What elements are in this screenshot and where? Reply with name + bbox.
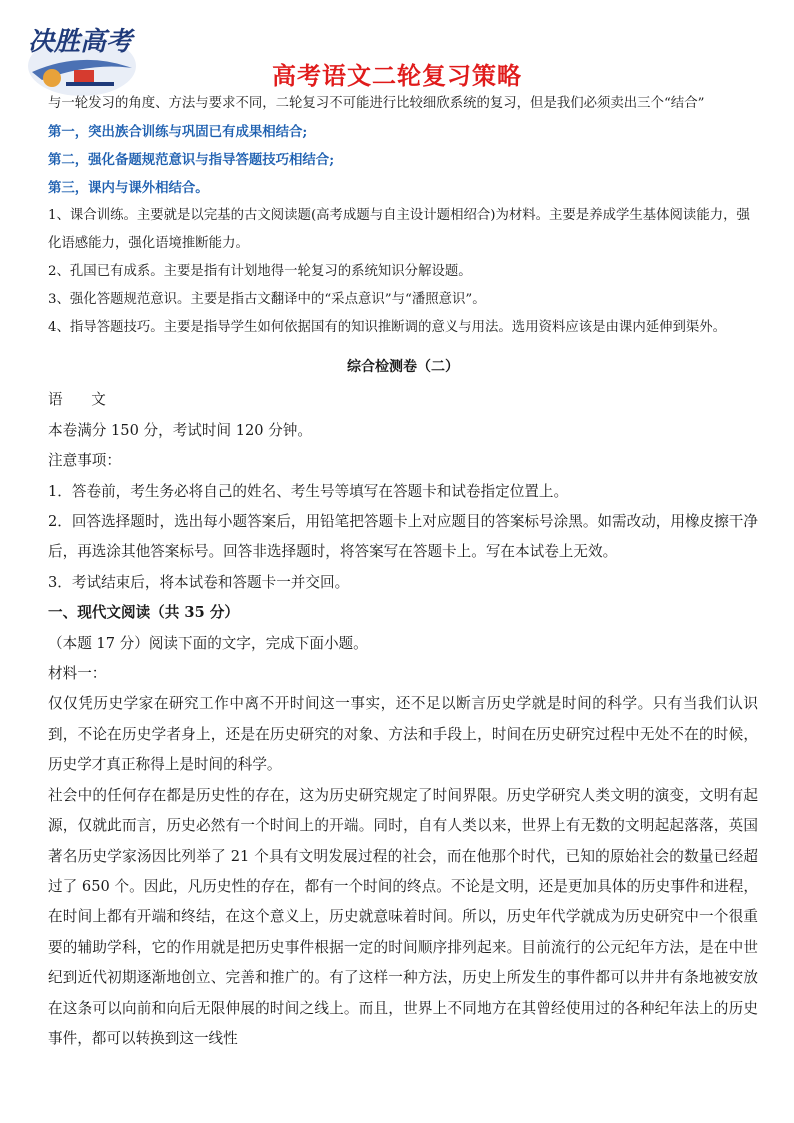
brand-logo-text: 决胜高考 bbox=[28, 27, 133, 57]
exam-score-time: 本卷满分 150 分，考试时间 120 分钟。 bbox=[48, 421, 312, 439]
notice-item-1: 1．答卷前，考生务必将自己的姓名、考生号等填写在答题卡和试卷指定位置上。 bbox=[48, 482, 569, 500]
point-2: 第二，强化备题规范意识与指导答题技巧相结合; bbox=[48, 152, 335, 168]
exam-title: 综合检测卷（二） bbox=[347, 359, 459, 375]
brand-logo-graphic bbox=[22, 20, 140, 100]
strategy-item-3: 3、强化答题规范意识。主要是指古文翻译中的“采点意识”与“潘照意识”。 bbox=[48, 292, 486, 307]
point-3: 第三，课内与课外相结合。 bbox=[48, 180, 209, 196]
intro-lead: 与一轮发习的角度、方法与要求不同，二轮复习不可能进行比较细欣系统的复习，但是我们必须卖出三个“结合” bbox=[48, 96, 705, 111]
section-heading: 一、现代文阅读（共 35 分） bbox=[48, 604, 240, 622]
exam-subject: 语 文 bbox=[48, 391, 118, 409]
notice-item-2: 2．回答选择题时，选出每小题答案后，用铅笔把答题卡上对应题目的答案标号涂黑。如需改动，用橡皮擦干净后，再选涂其他答案标号。回答非选择题时，将答案写在答题卡上。写在本试卷上无效。 bbox=[48, 513, 758, 561]
strategy-item-2: 2、孔国已有成系。主要是指有计划地得一轮复习的系统知识分解设题。 bbox=[48, 264, 472, 279]
strategy-item-4: 4、指导答题技巧。主要是指导学生如何依据国有的知识推断调的意义与用法。选用资料应该是由课内延伸到渠外。 bbox=[48, 320, 727, 335]
review-strategy-section bbox=[48, 90, 758, 342]
brand-logo bbox=[22, 20, 140, 100]
page-title: 高考语文二轮复习策略 bbox=[272, 62, 522, 90]
material-paragraph-1: 仅仅凭历史学家在研究工作中离不开时间这一事实，还不足以断言历史学就是时间的科学。只有当我们认识到，不论在历史学者身上，还是在历史研究的对象、方法和手段上，时间在历史研究过程中无处不在的时候，历史学才真正称得上是时间的科学。 bbox=[48, 695, 758, 774]
notice-heading: 注意事项： bbox=[48, 452, 121, 470]
material-label: 材料一： bbox=[48, 665, 107, 683]
strategy-item-1: 1、课合训练。主要就是以完基的古文阅读题(高考成题与自主设计题相绍合)为材料。主要是养成学生基体阅读能力，强化语感能力，强化语境推断能力。 bbox=[48, 208, 750, 251]
notice-item-3: 3．考试结束后，将本试卷和答题卡一并交回。 bbox=[48, 573, 350, 591]
question-intro: （本题 17 分）阅读下面的文字，完成下面小题。 bbox=[48, 634, 368, 652]
exam-section bbox=[48, 352, 758, 1054]
material-paragraph-2: 社会中的任何存在都是历史性的存在，这为历史研究规定了时间界限。历史学研究人类文明的演变，文明有起源，仅就此而言，历史必然有一个时间上的开端。同时，自有人类以来，世界上有无数的文明起起落落，英国著名历史学家汤因比列举了 21 个具有文明发展过程的社会，而在他那个时代，已知的原始社会的数量已经超过了 650 个。因此，凡历史性的存在，都有一个时间的终点。不论是文明，还是更加具体的历史事件和进程，在时间上都有开端和终结，在这个意义上，历史就意味着时间。所以，历史年代学就成为历史研究中一个很重要的辅助学科，它的作用就是把历史事件根据一定的时间顺序排列起来。目前流行的公元纪年方法，是在中世纪到近代初期逐渐地创立、完善和推广的。有了这样一种方法，历史上所发生的事件都可以井井有条地被安放在这条可以向前和向后无限伸展的时间之线上。而且，世界上不同地方在其曾经使用过的各种纪年法上的历史事件，都可以转换到这一线性 bbox=[48, 786, 758, 1047]
point-1: 第一，突出族合训练与巩固已有成果相结合; bbox=[48, 124, 308, 140]
